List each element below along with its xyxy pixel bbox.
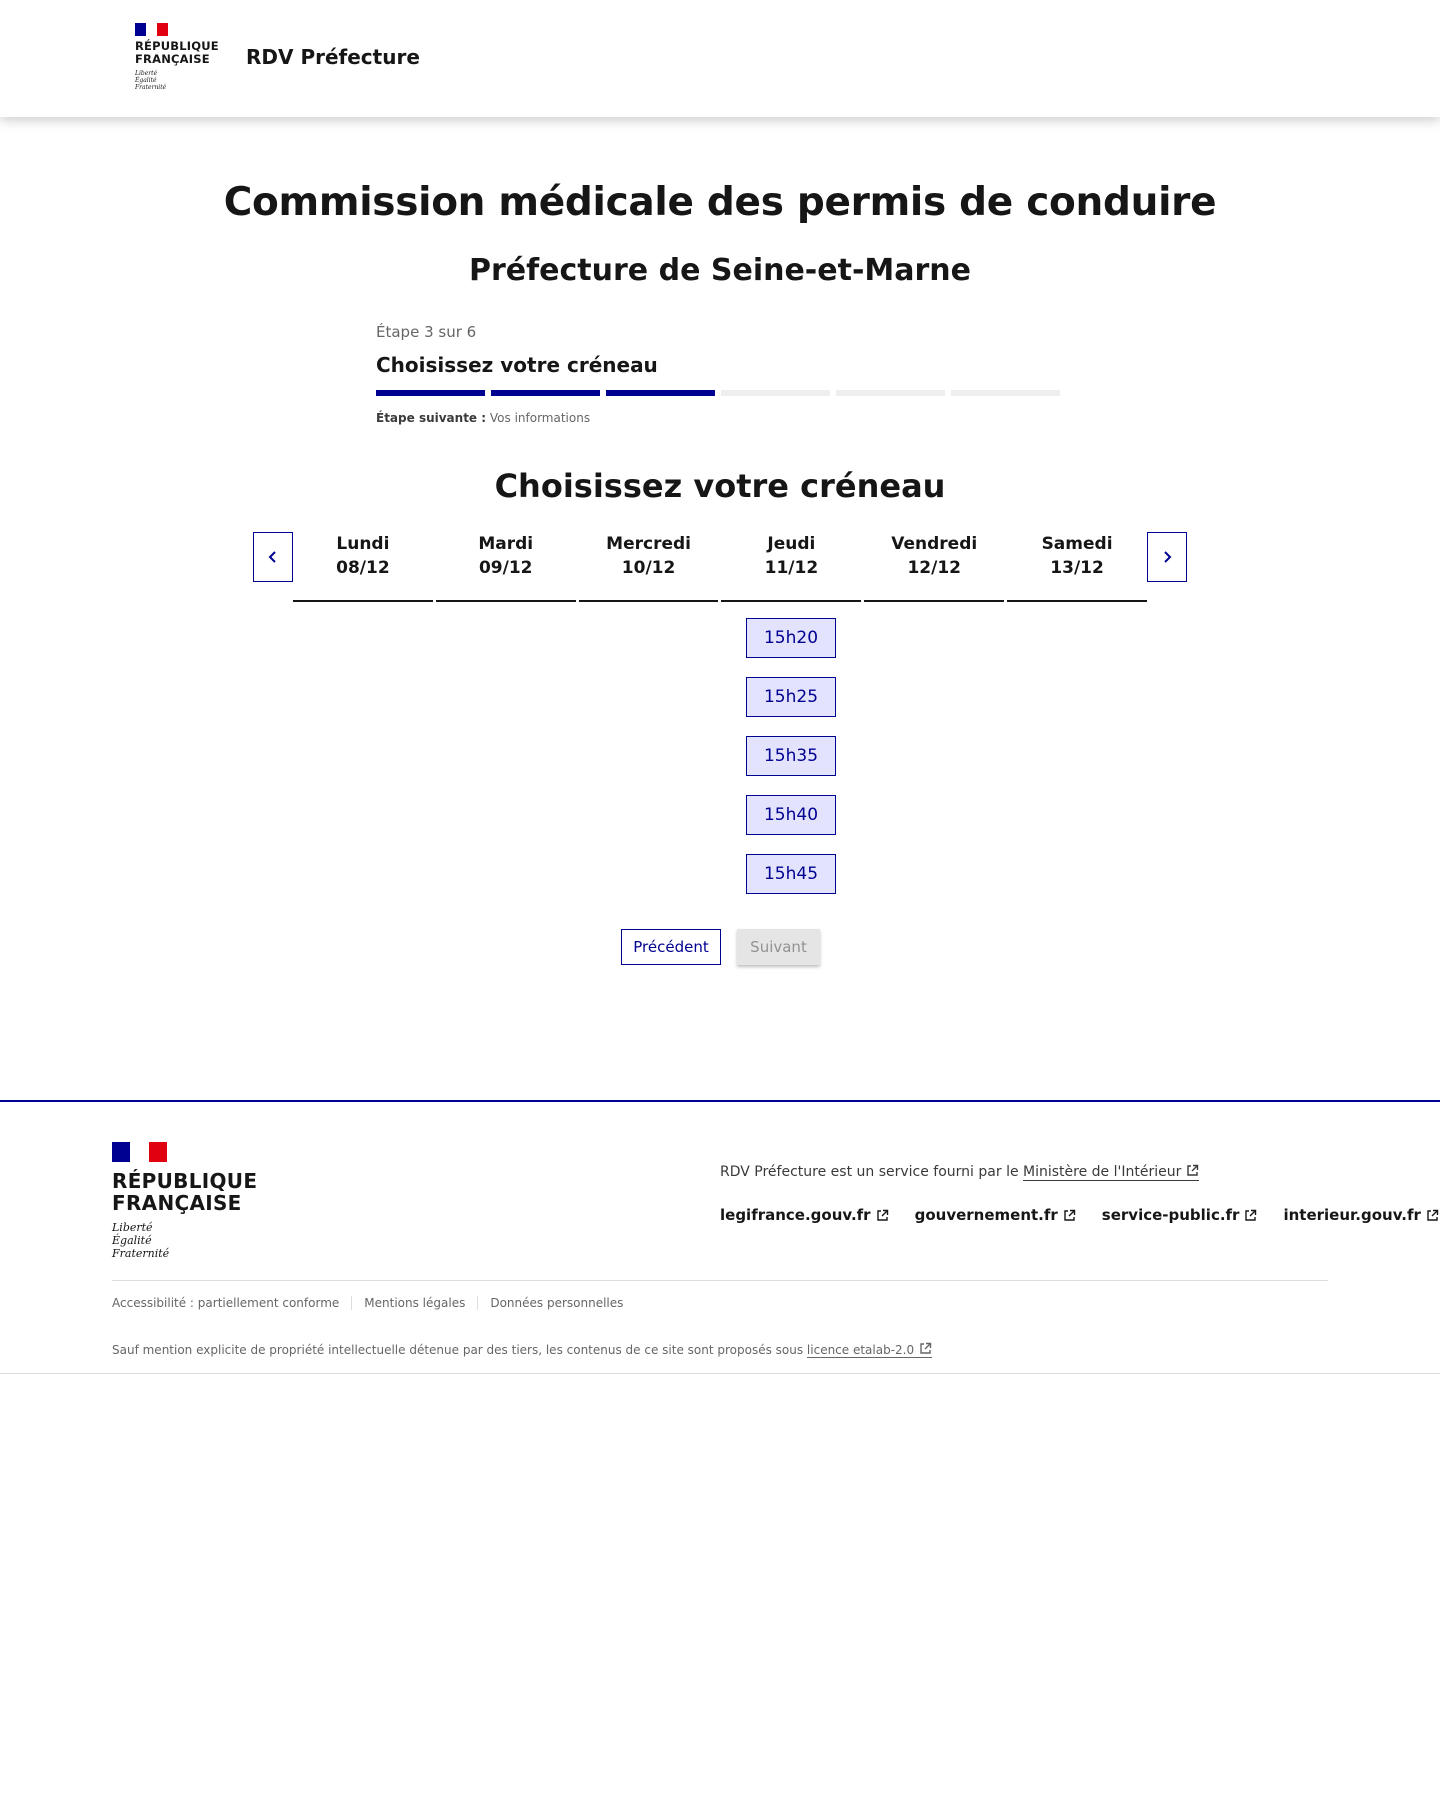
chevron-left-icon xyxy=(266,550,280,564)
day-name: Lundi xyxy=(336,534,390,554)
license-text: Sauf mention explicite de propriété intellectuelle détenue par des tiers, les contenus de ce site sont proposés sous xyxy=(112,1343,807,1357)
motto-liberte: Liberté xyxy=(135,70,158,77)
footer-description xyxy=(720,1164,1199,1180)
step-bar-1 xyxy=(376,390,485,396)
day-column-jeudi xyxy=(721,532,861,602)
external-link-icon xyxy=(919,1342,932,1355)
day-name: Vendredi xyxy=(891,534,978,554)
step-bar-2 xyxy=(491,390,600,396)
footer-license xyxy=(112,1342,932,1357)
service-title[interactable]: RDV Préfecture xyxy=(246,45,420,69)
day-name: Mardi xyxy=(478,534,534,554)
logo-motto xyxy=(135,70,217,91)
etalab-license-link-text: licence etalab-2.0 xyxy=(806,1343,915,1357)
day-date: 09/12 xyxy=(478,558,533,578)
footer-bottom-links xyxy=(112,1296,635,1310)
motto-liberte: Liberté xyxy=(112,1221,153,1234)
day-date: 13/12 xyxy=(1050,558,1104,578)
day-date: 11/12 xyxy=(764,558,819,578)
day-column-lundi xyxy=(293,532,433,602)
step-bar-6 xyxy=(951,390,1060,396)
time-slot-button[interactable]: 15h40 xyxy=(746,795,836,835)
page-subtitle: Préfecture de Seine-et-Marne xyxy=(469,253,971,288)
ministere-interieur-link-text: Ministère de l'Intérieur xyxy=(1023,1164,1182,1180)
day-name: Samedi xyxy=(1041,534,1113,554)
french-flag-icon xyxy=(135,23,168,36)
calendar-next-button[interactable] xyxy=(1147,532,1187,582)
republique-francaise-logo[interactable] xyxy=(135,23,217,91)
step-bar-3 xyxy=(606,390,715,396)
logo-line1: RÉPUBLIQUE xyxy=(135,39,219,53)
footer-link-interieur[interactable] xyxy=(1283,1206,1438,1224)
footer-link-label: gouvernement.fr xyxy=(914,1206,1058,1224)
personal-data-link[interactable]: Données personnelles xyxy=(477,1296,635,1310)
day-column-mardi xyxy=(436,532,576,602)
external-link-icon xyxy=(1244,1209,1257,1222)
external-link-icon xyxy=(1063,1209,1076,1222)
logo-text xyxy=(135,40,217,66)
logo-line2: FRANÇAISE xyxy=(135,52,210,66)
step-next-label: Étape suivante : xyxy=(376,411,487,425)
step-bar-4 xyxy=(721,390,830,396)
time-slot-button[interactable]: 15h35 xyxy=(746,736,836,776)
step-bar-5 xyxy=(836,390,945,396)
footer-external-links xyxy=(720,1206,1439,1224)
site-header xyxy=(0,0,1440,117)
calendar-prev-button[interactable] xyxy=(253,532,293,582)
next-button-disabled: Suivant xyxy=(737,929,820,965)
footer-link-gouvernement[interactable] xyxy=(915,1206,1076,1224)
step-title: Choisissez votre créneau xyxy=(376,353,658,377)
previous-button[interactable]: Précédent xyxy=(621,929,721,965)
footer-link-label: interieur.gouv.fr xyxy=(1283,1206,1421,1224)
section-title: Choisissez votre créneau xyxy=(494,467,946,505)
footer-logo-text xyxy=(112,1170,257,1214)
day-column-vendredi xyxy=(864,532,1004,602)
day-date: 12/12 xyxy=(907,558,961,578)
footer-republique-francaise-logo[interactable] xyxy=(112,1142,257,1260)
footer-logo-line1: RÉPUBLIQUE xyxy=(112,1169,258,1193)
day-date: 10/12 xyxy=(621,558,676,578)
step-next-value: Vos informations xyxy=(489,411,591,425)
day-name: Mercredi xyxy=(606,534,691,554)
motto-fraternite: Fraternité xyxy=(112,1247,170,1260)
site-footer xyxy=(0,1100,1440,1374)
etalab-license-link[interactable] xyxy=(807,1343,932,1358)
step-progress xyxy=(376,390,1065,396)
day-column-samedi xyxy=(1007,532,1147,602)
legal-notice-link[interactable]: Mentions légales xyxy=(351,1296,477,1310)
footer-divider xyxy=(112,1280,1328,1281)
footer-link-label: legifrance.gouv.fr xyxy=(720,1206,871,1224)
external-link-icon xyxy=(876,1209,889,1222)
time-slots xyxy=(746,618,836,913)
footer-link-service-public[interactable] xyxy=(1102,1206,1258,1224)
motto-egalite: Égalité xyxy=(112,1234,152,1247)
step-state: Étape 3 sur 6 xyxy=(376,323,477,341)
time-slot-button[interactable]: 15h25 xyxy=(746,677,836,717)
accessibility-link[interactable]: Accessibilité : partiellement conforme xyxy=(112,1296,340,1310)
external-link-icon xyxy=(1426,1209,1439,1222)
footer-logo-line2: FRANÇAISE xyxy=(112,1191,242,1215)
motto-egalite: Égalité xyxy=(135,77,157,84)
external-link-icon xyxy=(1186,1164,1199,1177)
page-title: Commission médicale des permis de conduire xyxy=(223,180,1217,225)
footer-link-label: service-public.fr xyxy=(1101,1206,1240,1224)
step-next xyxy=(376,411,1065,425)
chevron-right-icon xyxy=(1160,550,1174,564)
day-column-mercredi xyxy=(579,532,719,602)
day-date: 08/12 xyxy=(336,558,390,578)
french-flag-icon xyxy=(112,1142,167,1162)
motto-fraternite: Fraternité xyxy=(135,84,167,91)
calendar-days xyxy=(293,532,1147,602)
time-slot-button[interactable]: 15h20 xyxy=(746,618,836,658)
time-slot-button[interactable]: 15h45 xyxy=(746,854,836,894)
footer-logo-motto xyxy=(112,1221,257,1260)
footer-link-legifrance[interactable] xyxy=(720,1206,889,1224)
stepper xyxy=(376,323,1065,425)
ministere-interieur-link[interactable] xyxy=(1023,1164,1199,1181)
day-name: Jeudi xyxy=(767,534,816,554)
footer-desc-text: RDV Préfecture est un service fourni par le xyxy=(720,1164,1024,1180)
